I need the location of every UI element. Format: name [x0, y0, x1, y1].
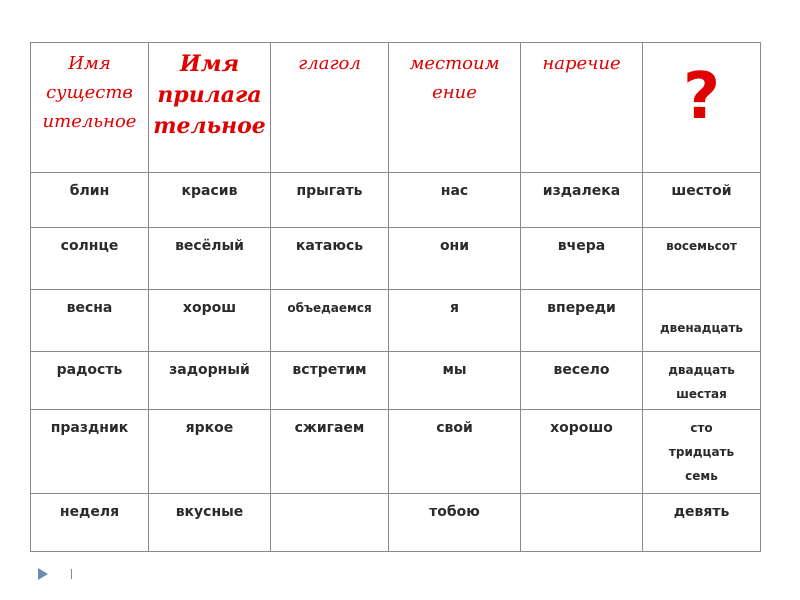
cell: неделя [31, 494, 149, 552]
header-line: ение [432, 82, 477, 103]
header-line: Имя [179, 51, 240, 77]
cell [521, 494, 643, 552]
question-mark-icon: ? [682, 60, 721, 134]
cell: тобою [389, 494, 521, 552]
cell: двенадцать [643, 290, 761, 352]
cell: они [389, 228, 521, 290]
header-adjective [149, 43, 271, 173]
cell: хорошо [521, 410, 643, 494]
header-line: существ [46, 82, 133, 103]
parts-of-speech-table [30, 42, 761, 552]
cell: вкусные [149, 494, 271, 552]
cell: нас [389, 173, 521, 228]
cell: весна [31, 290, 149, 352]
table-row [31, 290, 761, 352]
table-row [31, 228, 761, 290]
cell: блин [31, 173, 149, 228]
header-adverb [521, 43, 643, 173]
cell: девять [643, 494, 761, 552]
cell: хорош [149, 290, 271, 352]
cell: восемьсот [643, 228, 761, 290]
header-line: прилага [157, 82, 262, 108]
table-row [31, 352, 761, 410]
cell: сжигаем [271, 410, 389, 494]
header-verb [271, 43, 389, 173]
cell: радость [31, 352, 149, 410]
cell: объедаемся [271, 290, 389, 352]
header-line: глагол [298, 53, 361, 74]
cell: шестой [643, 173, 761, 228]
table-row [31, 173, 761, 228]
cell: солнце [31, 228, 149, 290]
cell: прыгать [271, 173, 389, 228]
divider [71, 569, 72, 579]
header-line: Имя [68, 53, 111, 74]
cell: свой [389, 410, 521, 494]
cell: я [389, 290, 521, 352]
header-line: тельное [153, 113, 266, 139]
table-header-row [31, 43, 761, 173]
slide-footer [38, 563, 72, 582]
header-question-mark [643, 43, 761, 173]
cell: встретим [271, 352, 389, 410]
cell: катаюсь [271, 228, 389, 290]
header-line: местоим [409, 53, 500, 74]
header-line: ительное [42, 111, 137, 132]
table-row [31, 410, 761, 494]
cell: сто тридцать семь [643, 410, 761, 494]
cell: весело [521, 352, 643, 410]
header-line: наречие [542, 53, 621, 74]
cell: задорный [149, 352, 271, 410]
cell: весёлый [149, 228, 271, 290]
cell: двадцать шестая [643, 352, 761, 410]
cell: праздник [31, 410, 149, 494]
header-pronoun [389, 43, 521, 173]
cell [271, 494, 389, 552]
triangle-bullet-icon [38, 568, 48, 580]
cell: впереди [521, 290, 643, 352]
cell: издалека [521, 173, 643, 228]
cell: вчера [521, 228, 643, 290]
header-noun [31, 43, 149, 173]
table-row [31, 494, 761, 552]
cell: яркое [149, 410, 271, 494]
cell: мы [389, 352, 521, 410]
cell: красив [149, 173, 271, 228]
